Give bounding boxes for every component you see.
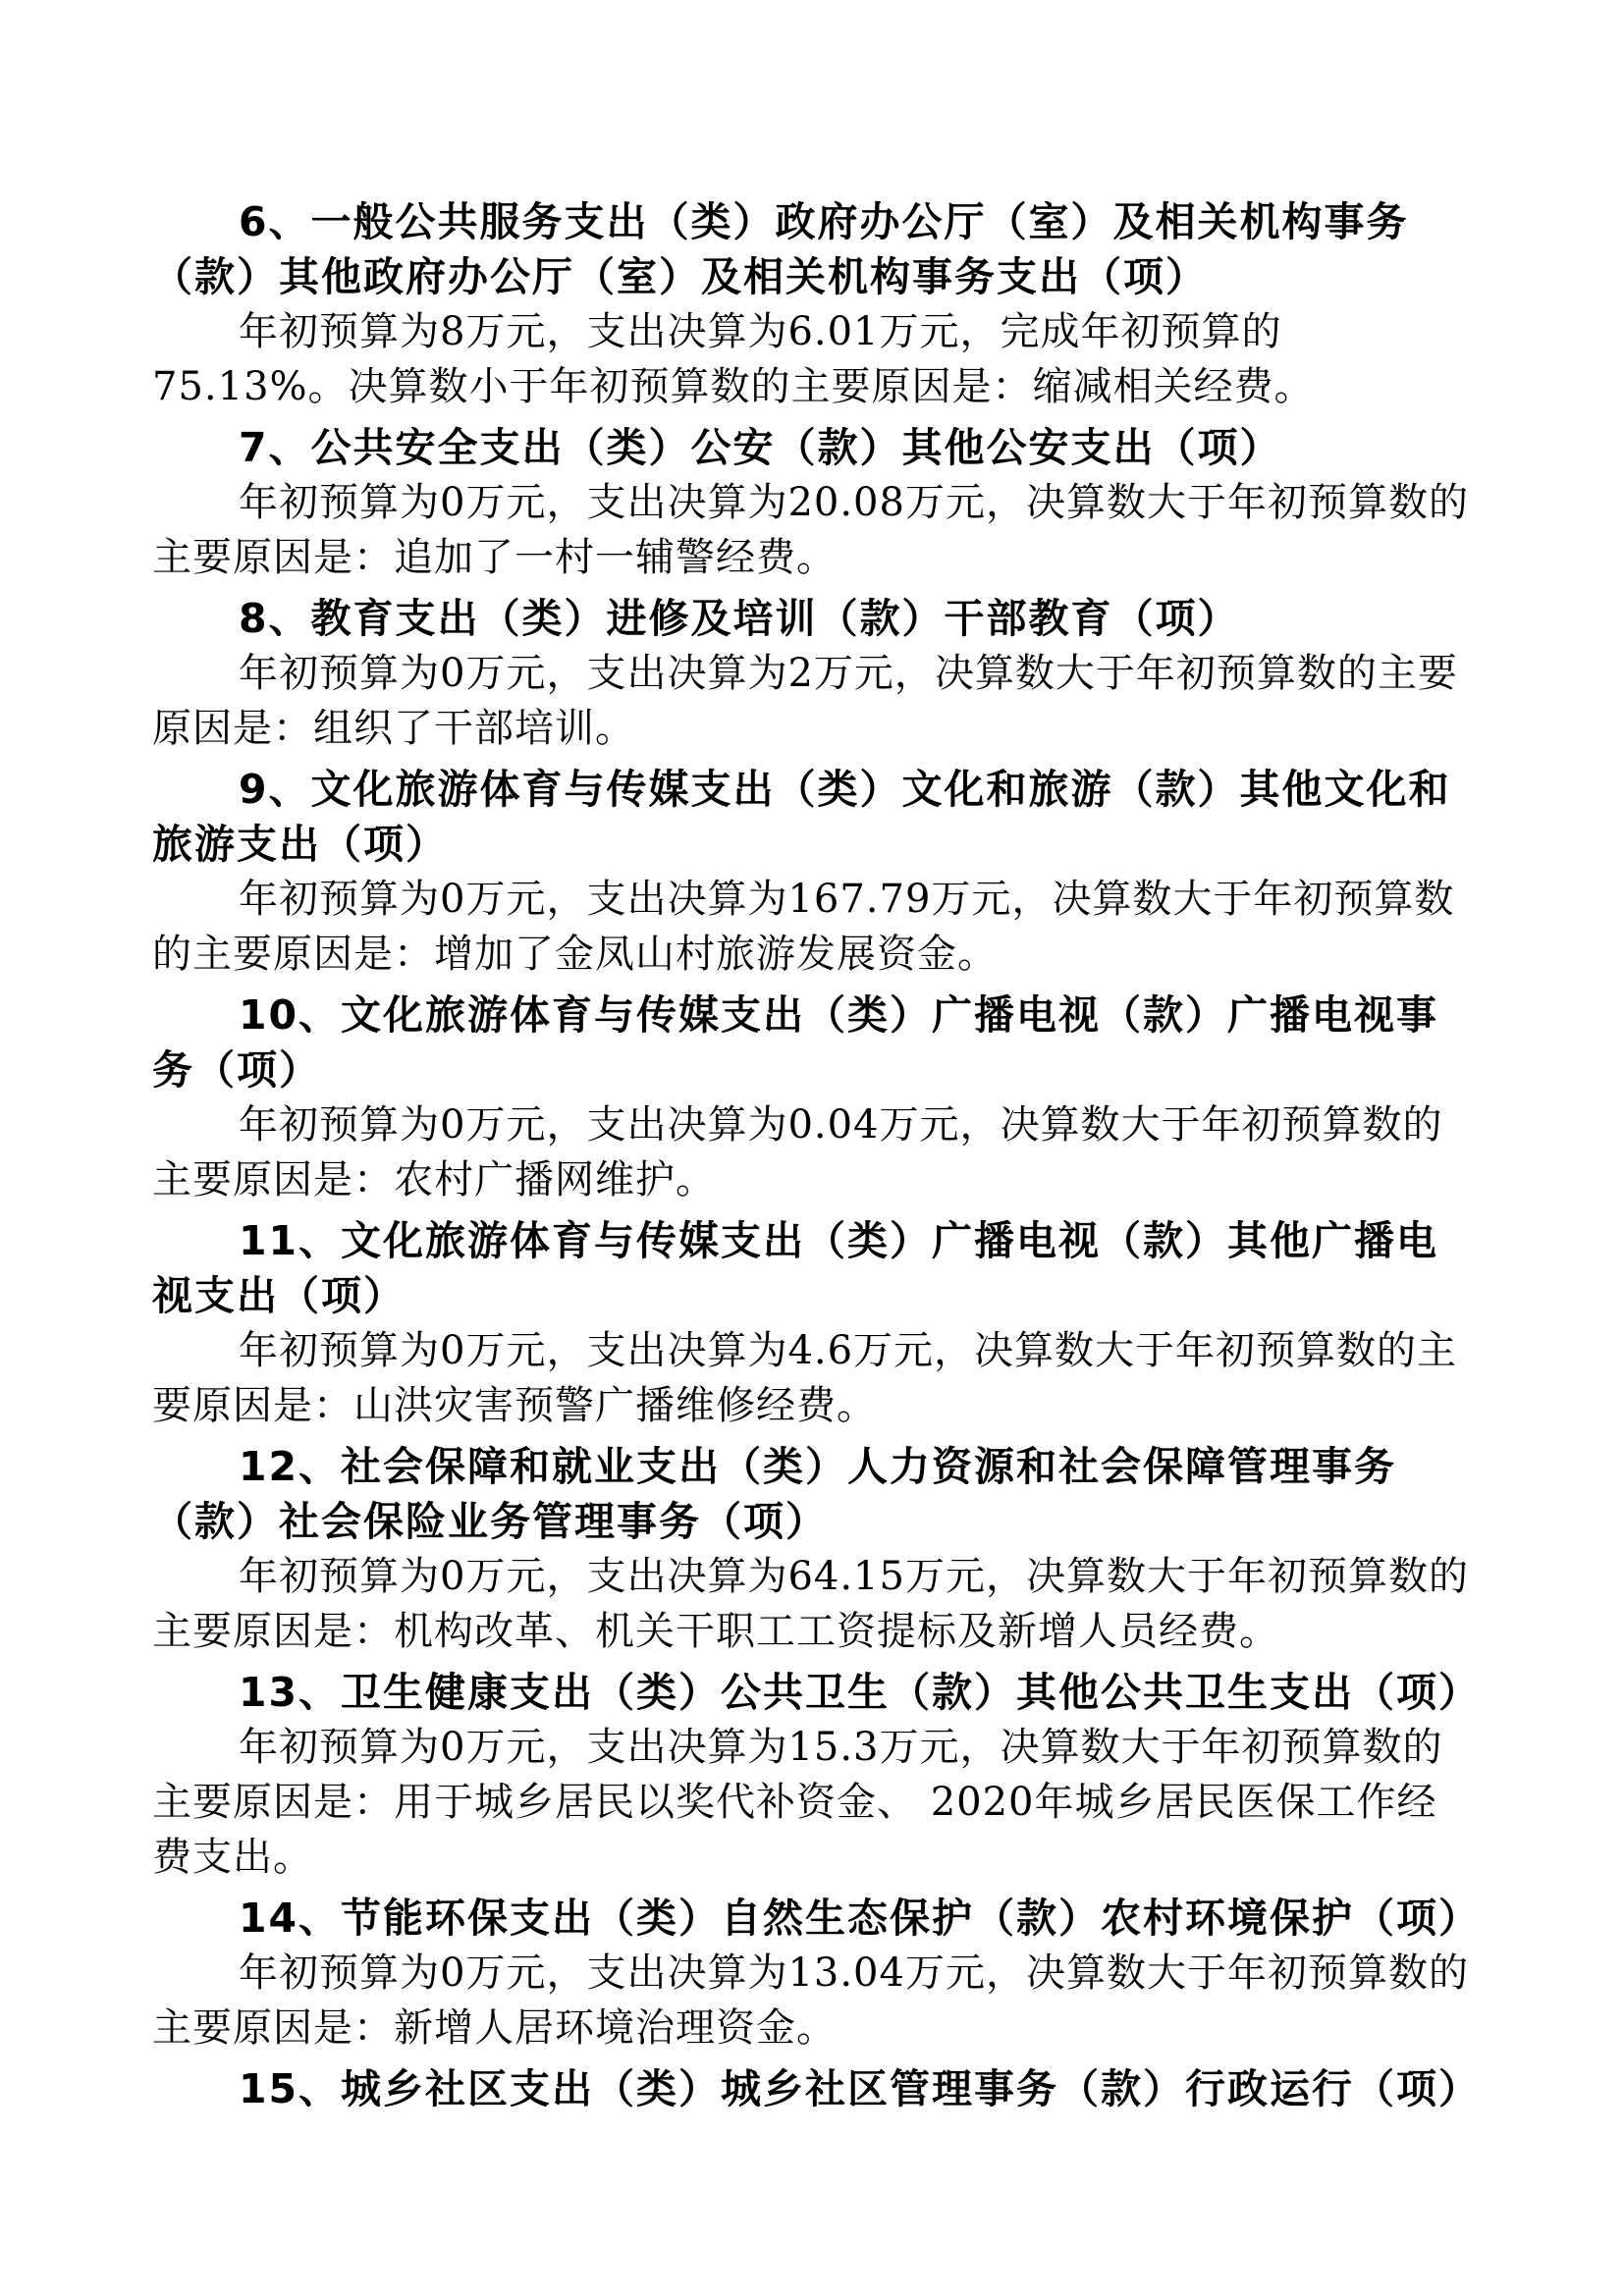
section-15 — [152, 2061, 1482, 2116]
section-heading: 11、文化旅游体育与传媒支出（类）广播电视（款）其他广播电视支出（项） — [152, 1217, 1439, 1319]
section-text: 年初预算为0万元，支出决算为20.08万元，决算数大于年初预算数的主要原因是：追加了一村一辅警经费。 — [152, 480, 1469, 580]
section-heading: 9、文化旅游体育与传媒支出（类）文化和旅游（款）其他文化和旅游支出（项） — [152, 766, 1451, 868]
section-heading: 10、文化旅游体育与传媒支出（类）广播电视（款）广播电视事务（项） — [152, 991, 1439, 1094]
section-text: 年初预算为0万元，支出决算为167.79万元，决算数大于年初预算数的主要原因是：增加了金凤山村旅游发展资金。 — [152, 877, 1455, 977]
section-text: 年初预算为0万元，支出决算为0.04万元，决算数大于年初预算数的主要原因是：农村广播网维护。 — [152, 1102, 1443, 1202]
section-text: 年初预算为0万元，支出决算为4.6万元，决算数大于年初预算数的主要原因是：山洪灾害预警广播维修经费。 — [152, 1328, 1458, 1428]
section-10 — [152, 988, 1473, 1207]
document-body — [152, 194, 1482, 2116]
section-heading: 8、教育支出（类）进修及培训（款）干部教育（项） — [239, 595, 1240, 642]
section-9 — [152, 762, 1473, 982]
section-6 — [152, 194, 1473, 414]
section-text: 年初预算为0万元，支出决算为2万元，决算数大于年初预算数的主要原因是：组织了干部培训。 — [152, 651, 1458, 751]
section-heading: 6、一般公共服务支出（类）政府办公厅（室）及相关机构事务（款）其他政府办公厅（室）及相关机构事务支出（项） — [152, 198, 1409, 300]
section-heading: 12、社会保障和就业支出（类）人力资源和社会保障管理事务（款）社会保险业务管理事务（项） — [152, 1443, 1397, 1545]
section-text: 年初预算为0万元，支出决算为13.04万元，决算数大于年初预算数的主要原因是：新增人居环境治理资金。 — [152, 1950, 1469, 2051]
section-8 — [152, 591, 1473, 756]
section-text: 年初预算为0万元，支出决算为64.15万元，决算数大于年初预算数的主要原因是：机构改革、机关干职工工资提标及新增人员经费。 — [152, 1554, 1469, 1654]
section-11 — [152, 1213, 1473, 1433]
section-heading: 15、城乡社区支出（类）城乡社区管理事务（款）行政运行（项） — [239, 2065, 1482, 2112]
section-13 — [152, 1665, 1482, 1885]
section-heading: 7、公共安全支出（类）公安（款）其他公安支出（项） — [239, 424, 1282, 471]
section-12 — [152, 1439, 1473, 1659]
section-heading: 13、卫生健康支出（类）公共卫生（款）其他公共卫生支出（项） — [239, 1669, 1482, 1716]
section-7 — [152, 420, 1473, 585]
section-heading: 14、节能环保支出（类）自然生态保护（款）农村环境保护（项） — [239, 1895, 1482, 1942]
section-text: 年初预算为0万元，支出决算为15.3万元，决算数大于年初预算数的主要原因是：用于城乡居民以奖代补资金、 2020年城乡居民医保工作经费支出。 — [152, 1725, 1443, 1880]
section-text: 年初预算为8万元，支出决算为6.01万元，完成年初预算的75.13%。决算数小于年初预算数的主要原因是：缩减相关经费。 — [152, 309, 1315, 409]
section-14 — [152, 1891, 1482, 2056]
